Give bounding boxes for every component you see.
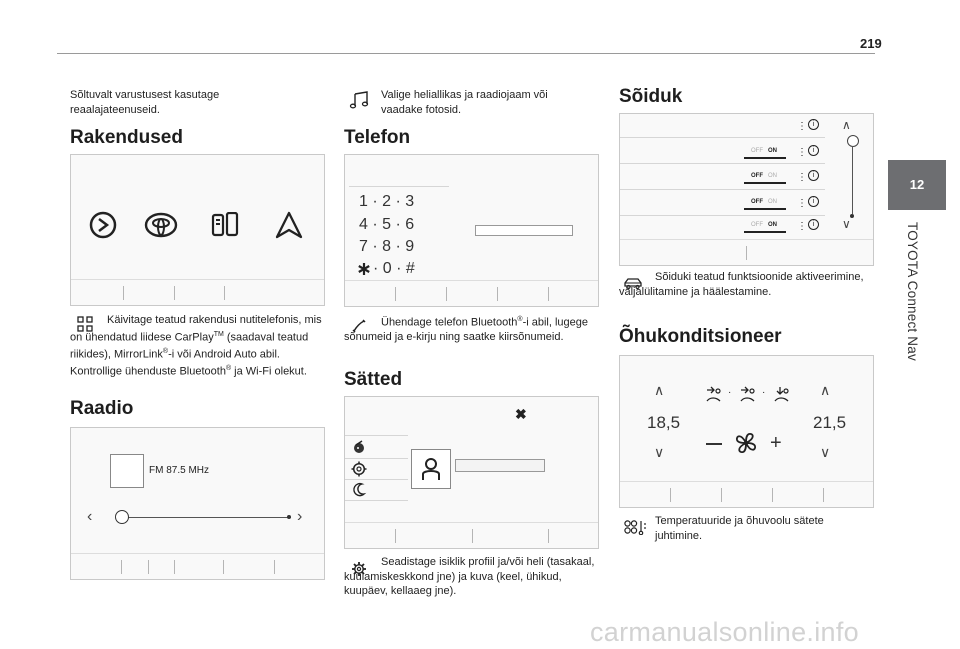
climate-heading: Õhukonditsioneer bbox=[619, 326, 782, 347]
frequency-slider-knob[interactable] bbox=[115, 510, 129, 524]
climate-screen: ∧ ∧ ∨ ∨ 18,5 21,5 · · + bbox=[619, 355, 874, 508]
scrollbar-track[interactable] bbox=[852, 146, 853, 214]
radio-screen bbox=[70, 427, 325, 580]
settings-screen bbox=[344, 396, 599, 549]
apps-screen-bar bbox=[71, 279, 324, 305]
phone-screen bbox=[344, 154, 599, 307]
keypad-row-4[interactable]: · 0 · # bbox=[373, 260, 415, 277]
more-icon[interactable]: ⋮ bbox=[797, 172, 807, 183]
temp-left-value: 18,5 bbox=[647, 413, 681, 432]
intro-text: Sõltuvalt varustusest kasutage reaalajateenuseid. bbox=[70, 89, 220, 116]
close-icon[interactable]: ✖ bbox=[515, 406, 527, 422]
watermark: carmanualsonline.info bbox=[590, 617, 859, 647]
sound-settings-icon[interactable] bbox=[351, 439, 367, 455]
info-icon[interactable]: i bbox=[808, 119, 819, 130]
temp-right-value: 21,5 bbox=[813, 413, 847, 432]
fan-increase-button[interactable]: + bbox=[770, 432, 782, 454]
header-rule bbox=[57, 53, 875, 54]
slider-end-dot bbox=[287, 515, 291, 519]
apps-text: Käivitage teatud rakendusi nutitelefonis, mis on ühendatud liidese CarPlay™ (saadaval teatud riikides), MirrorLink®-i või Android Auto abil. Kontrollige ühenduste Bluetooth® ja Wi-Fi olekut. bbox=[70, 314, 322, 378]
toggle-row-4[interactable] bbox=[744, 231, 786, 233]
station-label: FM 87.5 MHz bbox=[149, 465, 210, 476]
number-input[interactable] bbox=[475, 225, 573, 236]
settings-screen-bar bbox=[345, 522, 598, 548]
phone-text: Ühendage telefon Bluetooth®-i abil, lugege sõnumeid ja e-kirju ning saatke kiirsõnumeid. bbox=[344, 316, 588, 344]
station-artwork bbox=[110, 454, 144, 488]
star-key-icon[interactable] bbox=[357, 262, 371, 276]
carplay-icon[interactable] bbox=[88, 210, 118, 240]
toggle-row-3[interactable] bbox=[744, 208, 786, 210]
vehicle-heading: Sõiduk bbox=[619, 86, 683, 107]
keypad-row-1[interactable]: 1 · 2 · 3 bbox=[359, 193, 415, 210]
page-number: 219 bbox=[860, 36, 882, 51]
climate-text: Temperatuuride ja õhuvoolu sätete juhtimine. bbox=[655, 515, 824, 542]
more-icon[interactable]: ⋮ bbox=[797, 121, 807, 132]
info-icon[interactable]: i bbox=[808, 145, 819, 156]
more-icon[interactable]: ⋮ bbox=[797, 147, 807, 158]
info-icon[interactable]: i bbox=[808, 170, 819, 181]
temp-left-up-chevron-icon[interactable]: ∧ bbox=[654, 382, 665, 398]
vehicle-screen: ⋮ i OFF ON ⋮ i OFF ON ⋮ i OFF ON ⋮ i OFF ON ⋮ i ∧ ∨ bbox=[619, 113, 874, 266]
keypad-row-3[interactable]: 7 · 8 · 9 bbox=[359, 238, 415, 255]
climate-screen-bar bbox=[620, 481, 873, 507]
vehicle-text: Sõiduki teatud funktsioonide aktiveerimine, väljalülitamine ja häälestamine. bbox=[619, 271, 864, 298]
chapter-title: TOYOTA Connect Nav bbox=[905, 222, 920, 361]
radio-heading: Raadio bbox=[70, 398, 134, 419]
toyota-logo-icon[interactable] bbox=[144, 210, 178, 240]
airflow-face-icon[interactable] bbox=[704, 386, 724, 404]
music-text: Valige heliallikas ja raadiojaam või vaadake fotosid. bbox=[381, 89, 548, 116]
more-icon[interactable]: ⋮ bbox=[797, 198, 807, 209]
radio-screen-bar bbox=[71, 553, 324, 579]
settings-text: Seadistage isiklik profiil ja/või heli (tasakaal, kuulamiskeskkond jne) ja kuva (keel, ühikud, kuupäev, kellaaeg jne). bbox=[344, 556, 595, 597]
more-icon[interactable]: ⋮ bbox=[797, 221, 807, 232]
fan-icon bbox=[731, 428, 761, 458]
apps-screen bbox=[70, 154, 325, 306]
airflow-feet-icon[interactable] bbox=[738, 386, 758, 404]
music-note-icon bbox=[349, 91, 371, 109]
toggle-row-1[interactable] bbox=[744, 157, 786, 159]
next-chevron-icon[interactable]: › bbox=[297, 508, 303, 525]
airflow-down-icon[interactable] bbox=[772, 386, 792, 404]
phone-heading: Telefon bbox=[344, 127, 411, 148]
keypad-row-2[interactable]: 4 · 5 · 6 bbox=[359, 216, 415, 233]
info-icon[interactable]: i bbox=[808, 219, 819, 230]
temp-right-up-chevron-icon[interactable]: ∧ bbox=[820, 382, 831, 398]
toggle-row-2[interactable] bbox=[744, 182, 786, 184]
temp-left-down-chevron-icon[interactable]: ∨ bbox=[654, 444, 665, 460]
phone-screen-bar bbox=[345, 280, 598, 306]
android-auto-icon[interactable] bbox=[274, 211, 304, 239]
frequency-slider-track[interactable] bbox=[123, 517, 291, 518]
apps-heading: Rakendused bbox=[70, 127, 183, 148]
scroll-down-chevron-icon[interactable]: ∨ bbox=[842, 217, 851, 231]
moon-icon[interactable] bbox=[351, 482, 367, 498]
chapter-tab[interactable]: 12 bbox=[888, 160, 946, 210]
scroll-up-chevron-icon[interactable]: ∧ bbox=[842, 118, 851, 132]
profile-name-field[interactable] bbox=[455, 459, 545, 472]
display-settings-icon[interactable] bbox=[351, 461, 367, 477]
temp-right-down-chevron-icon[interactable]: ∨ bbox=[820, 444, 831, 460]
fan-decrease-button[interactable] bbox=[706, 443, 722, 445]
mirrorlink-icon[interactable] bbox=[211, 212, 239, 238]
prev-chevron-icon[interactable]: ‹ bbox=[87, 508, 93, 525]
profile-avatar[interactable] bbox=[411, 449, 451, 489]
vehicle-screen-bar bbox=[620, 239, 873, 265]
climate-control-icon bbox=[623, 519, 647, 535]
settings-heading: Sätted bbox=[344, 369, 403, 390]
scrollbar-thumb[interactable] bbox=[847, 135, 859, 147]
info-icon[interactable]: i bbox=[808, 196, 819, 207]
